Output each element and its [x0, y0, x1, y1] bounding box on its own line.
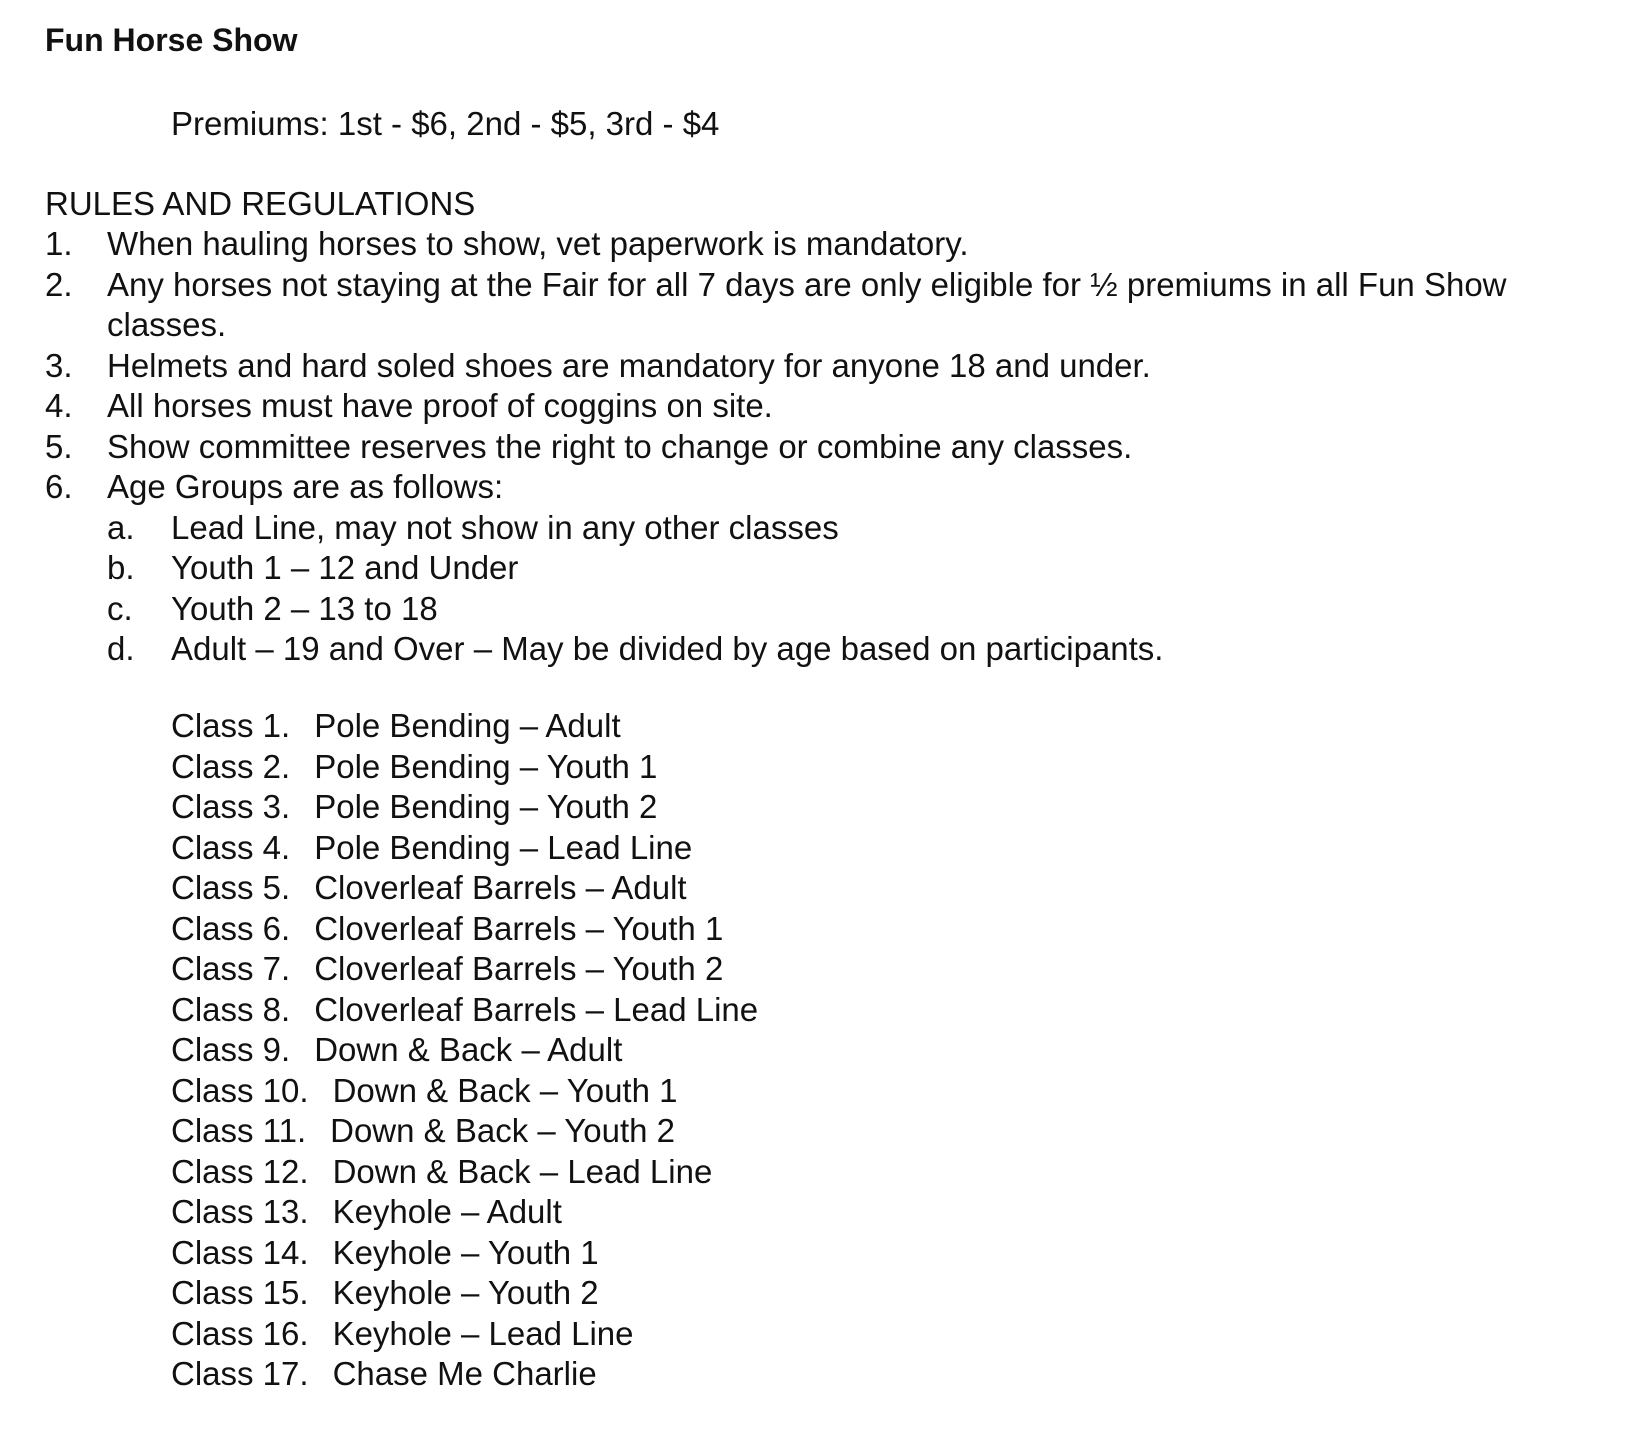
class-name: Pole Bending – Youth 2 — [314, 788, 658, 825]
class-name: Cloverleaf Barrels – Youth 1 — [314, 909, 724, 947]
class-name: Chase Me Charlie — [332, 1355, 597, 1392]
class-number: Class 13. — [171, 1193, 309, 1230]
class-name: Pole Bending – Adult — [314, 707, 621, 744]
class-item — [171, 706, 758, 747]
age-group-item — [107, 629, 1615, 670]
rule-number: 6. — [45, 468, 73, 505]
age-group-item — [107, 589, 1615, 630]
rule-text: When hauling horses to show, vet paperwork is mandatory. — [107, 225, 969, 262]
class-number: Class 2. — [171, 747, 291, 785]
age-group-letter: d. — [107, 630, 135, 667]
age-group-item — [107, 508, 1615, 549]
class-number: Class 8. — [171, 990, 291, 1028]
class-number: Class 5. — [171, 869, 291, 906]
class-number: Class 3. — [171, 788, 291, 825]
class-number: Class 15. — [171, 1274, 309, 1311]
class-name: Cloverleaf Barrels – Adult — [314, 869, 687, 906]
class-item — [171, 787, 758, 828]
rules-list — [45, 224, 1615, 670]
rule-item — [45, 346, 1615, 387]
age-group-text: Youth 1 – 12 and Under — [171, 549, 519, 586]
class-name: Keyhole – Youth 1 — [332, 1233, 599, 1271]
age-group-item — [107, 548, 1615, 589]
class-item — [171, 990, 758, 1031]
rule-text: Show committee reserves the right to change or combine any classes. — [107, 427, 1133, 465]
class-number: Class 1. — [171, 707, 291, 744]
class-item — [171, 1354, 758, 1395]
class-number: Class 10. — [171, 1071, 309, 1109]
class-number: Class 7. — [171, 950, 291, 987]
class-item — [171, 1030, 758, 1071]
age-group-letter: c. — [107, 589, 133, 627]
rule-number: 1. — [45, 225, 73, 262]
class-name: Pole Bending – Youth 1 — [314, 747, 658, 785]
age-group-text: Adult – 19 and Over – May be divided by age based on participants. — [171, 630, 1164, 667]
class-name: Keyhole – Youth 2 — [332, 1274, 599, 1311]
class-item — [171, 1314, 758, 1355]
age-groups-list — [107, 508, 1615, 670]
class-name: Down & Back – Youth 2 — [330, 1112, 676, 1149]
class-name: Down & Back – Youth 1 — [332, 1071, 678, 1109]
class-name: Down & Back – Adult — [314, 1031, 623, 1068]
rule-text: Age Groups are as follows: — [107, 468, 504, 505]
class-number: Class 17. — [171, 1355, 309, 1392]
document-title: Fun Horse Show — [45, 22, 298, 58]
class-item — [171, 1233, 758, 1274]
class-number: Class 11. — [171, 1112, 307, 1149]
rule-text: Helmets and hard soled shoes are mandatory for anyone 18 and under. — [107, 346, 1151, 384]
class-number: Class 12. — [171, 1152, 309, 1190]
rule-number: 5. — [45, 427, 73, 465]
age-group-letter: b. — [107, 549, 135, 586]
age-group-text: Youth 2 – 13 to 18 — [171, 589, 438, 627]
rule-text: All horses must have proof of coggins on site. — [107, 387, 773, 424]
rule-item — [45, 265, 1615, 346]
rule-item — [45, 467, 1615, 508]
rule-item — [45, 224, 1615, 265]
rule-item — [45, 386, 1615, 427]
class-item — [171, 909, 758, 950]
class-name: Keyhole – Adult — [332, 1193, 562, 1230]
rule-item — [45, 427, 1615, 468]
class-name: Cloverleaf Barrels – Lead Line — [314, 990, 759, 1028]
class-name: Down & Back – Lead Line — [332, 1152, 713, 1190]
age-group-text: Lead Line, may not show in any other classes — [171, 508, 839, 546]
class-item — [171, 1273, 758, 1314]
rule-number: 2. — [45, 265, 73, 303]
rules-heading: RULES AND REGULATIONS — [45, 185, 476, 222]
class-item — [171, 1192, 758, 1233]
class-item — [171, 1152, 758, 1193]
class-number: Class 9. — [171, 1031, 291, 1068]
class-item — [171, 828, 758, 869]
class-number: Class 14. — [171, 1233, 309, 1271]
class-item — [171, 949, 758, 990]
class-item — [171, 1071, 758, 1112]
class-name: Cloverleaf Barrels – Youth 2 — [314, 950, 724, 987]
class-item — [171, 1111, 758, 1152]
rule-number: 4. — [45, 387, 73, 424]
rule-text: Any horses not staying at the Fair for all 7 days are only eligible for ½ premiums in all Fun Show classes. — [107, 265, 1507, 343]
class-name: Pole Bending – Lead Line — [314, 828, 693, 866]
class-item — [171, 747, 758, 788]
class-number: Class 16. — [171, 1314, 309, 1352]
rule-number: 3. — [45, 346, 73, 384]
class-number: Class 6. — [171, 909, 291, 947]
class-item — [171, 868, 758, 909]
premiums-line: Premiums: 1st - $6, 2nd - $5, 3rd - $4 — [171, 105, 720, 142]
class-number: Class 4. — [171, 828, 291, 866]
class-name: Keyhole – Lead Line — [332, 1314, 634, 1352]
age-groups-container — [45, 508, 1615, 670]
age-group-letter: a. — [107, 508, 135, 546]
class-list — [171, 706, 758, 1395]
